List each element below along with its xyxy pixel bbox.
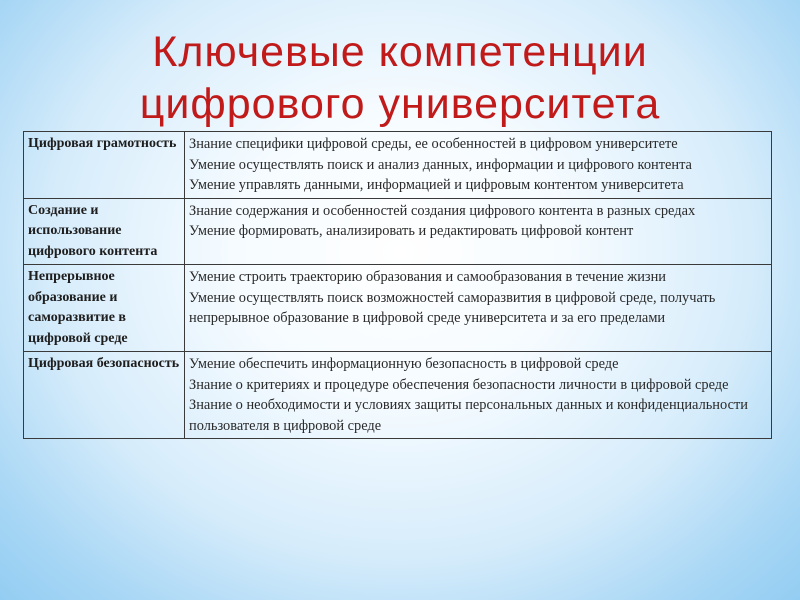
- competency-description: [185, 198, 772, 265]
- description-item: Умение строить траекторию образования и самообразования в течение жизни: [189, 269, 666, 285]
- competency-name: Цифровая грамотность: [24, 132, 185, 199]
- competencies-table: [23, 131, 772, 439]
- competency-name: Непрерывное образование и саморазвитие в цифровой среде: [24, 265, 185, 352]
- table-row: [24, 198, 772, 265]
- table-row: [24, 265, 772, 352]
- competency-name: Создание и использование цифрового контента: [24, 198, 185, 265]
- description-item: Знание специфики цифровой среды, ее особенностей в цифровом университете: [189, 136, 678, 152]
- description-item: Знание о необходимости и условиях защиты персональных данных и конфиденциальности пользователя в цифровой среде: [189, 397, 748, 434]
- description-item: Знание содержания и особенностей создания цифрового контента в разных средах: [189, 202, 696, 219]
- slide-title-line-2: цифрового университета: [139, 80, 661, 128]
- slide-title: [0, 26, 800, 130]
- description-item: Умение осуществлять поиск возможностей саморазвития в цифровой среде, получать непрерывное образование в цифровой среде университета и за его пределами: [189, 289, 716, 326]
- competency-name: Цифровая безопасность: [24, 352, 185, 439]
- description-item: Знание о критериях и процедуре обеспечения безопасности личности в цифровой среде: [189, 376, 729, 393]
- description-item: Умение обеспечить информационную безопасность в цифровой среде: [189, 356, 619, 372]
- description-item: Умение управлять данными, информацией и цифровым контентом университета: [189, 177, 684, 193]
- slide-title-line-1: Ключевые компетенции: [152, 28, 648, 76]
- competency-description: [185, 352, 772, 439]
- competency-description: [185, 265, 772, 352]
- table-row: [24, 352, 772, 439]
- description-item: Умение осуществлять поиск и анализ данных, информации и цифрового контента: [189, 156, 692, 173]
- competency-description: [185, 132, 772, 199]
- description-item: Умение формировать, анализировать и редактировать цифровой контент: [189, 223, 634, 239]
- table-row: [24, 132, 772, 199]
